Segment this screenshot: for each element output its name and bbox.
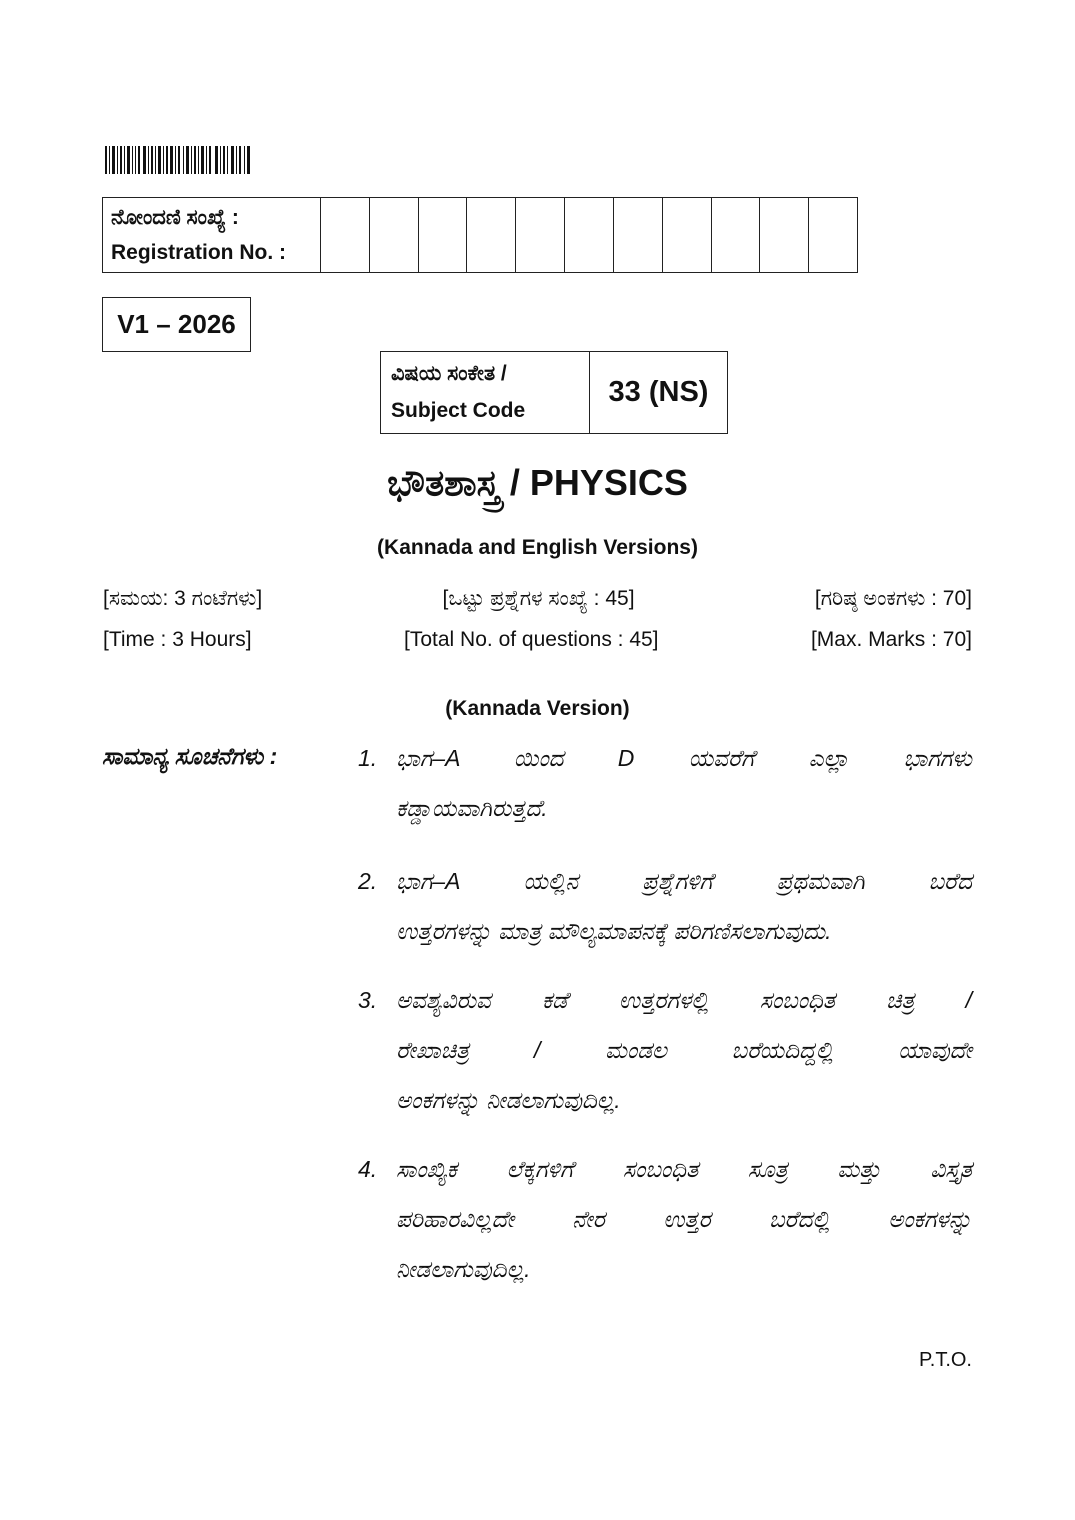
instruction-line <box>358 1144 972 1194</box>
registration-digit-cell[interactable] <box>614 198 663 272</box>
marks-english: [Max. Marks : 70] <box>810 628 972 651</box>
instruction-item <box>358 975 972 1125</box>
exam-info-row-english <box>103 628 972 652</box>
instruction-text: ಭಾಗ–A ಯಿಂದ D ಯವರೆಗೆ ಎಲ್ಲಾ ಭಾಗಗಳು <box>396 744 972 771</box>
subject-code-labels <box>381 352 590 433</box>
instruction-line <box>358 1244 972 1294</box>
instruction-item <box>358 856 972 956</box>
questions-kannada: [ಒಟ್ಟು ಪ್ರಶ್ನೆಗಳ ಸಂಖ್ಯೆ : 45] <box>442 587 635 610</box>
registration-digit-cell[interactable] <box>419 198 468 272</box>
instruction-text: ಉತ್ತರಗಳನ್ನು ಮಾತ್ರ ಮೌಲ್ಯಮಾಪನಕ್ಕೆ ಪರಿಗಣಿಸಲಾಗುವುದು. <box>396 917 832 944</box>
instruction-number: 4. <box>358 1155 378 1182</box>
instruction-number: 3. <box>358 986 378 1013</box>
time-english: [Time : 3 Hours] <box>103 628 252 651</box>
instruction-text: ಭಾಗ–A ಯಲ್ಲಿನ ಪ್ರಶ್ನೆಗಳಿಗೆ ಪ್ರಥಮವಾಗಿ ಬರೆದ <box>396 867 972 894</box>
instruction-text: ನೀಡಲಾಗುವುದಿಲ್ಲ. <box>396 1255 531 1282</box>
registration-digit-cell[interactable] <box>809 198 857 272</box>
instruction-item <box>358 1144 972 1294</box>
registration-digit-cell[interactable] <box>712 198 761 272</box>
instruction-line <box>358 783 972 833</box>
instruction-text: ಸಾಂಖ್ಯಿಕ ಲೆಕ್ಕಗಳಿಗೆ ಸಂಬಂಧಿತ ಸೂತ್ರ ಮತ್ತು ವಿಸ್ತೃತ <box>396 1155 972 1182</box>
instruction-line <box>358 1194 972 1244</box>
subject-code-box <box>380 351 728 434</box>
registration-label-english: Registration No. : <box>111 240 287 264</box>
pto-note: P.T.O. <box>919 1349 972 1371</box>
instruction-text: ಅಂಕಗಳನ್ನು ನೀಡಲಾಗುವುದಿಲ್ಲ. <box>396 1086 621 1113</box>
instruction-text: ಪರಿಹಾರವಿಲ್ಲದೇ ನೇರ ಉತ್ತರ ಬರೆದಲ್ಲಿ ಅಂಕಗಳನ್ನು <box>396 1205 972 1232</box>
registration-digit-cells <box>321 198 857 272</box>
instruction-number: 1. <box>358 744 378 771</box>
registration-digit-cell[interactable] <box>370 198 419 272</box>
registration-digit-cell[interactable] <box>663 198 712 272</box>
registration-digit-cell[interactable] <box>516 198 565 272</box>
version-code: V1 – 2026 <box>117 309 236 339</box>
version-code-box <box>102 297 251 352</box>
instruction-line <box>358 856 972 906</box>
versions-note: (Kannada and English Versions) <box>377 536 698 559</box>
registration-box <box>102 197 858 273</box>
instruction-line <box>358 1025 972 1075</box>
instruction-text: ಕಡ್ಡಾಯವಾಗಿರುತ್ತದೆ. <box>396 794 548 821</box>
instruction-text: ಅವಶ್ಯವಿರುವ ಕಡೆ ಉತ್ತರಗಳಲ್ಲಿ ಸಂಬಂಧಿತ ಚಿತ್ರ / <box>396 986 972 1013</box>
exam-info-row-kannada <box>103 587 972 611</box>
questions-english: [Total No. of questions : 45] <box>404 628 659 651</box>
registration-digit-cell[interactable] <box>321 198 370 272</box>
subject-code-label-kannada: ವಿಷಯ ಸಂಕೇತ / <box>391 362 507 386</box>
subject-code-value: 33 (NS) <box>608 376 709 408</box>
instructions-heading: ಸಾಮಾನ್ಯ ಸೂಚನೆಗಳು : <box>102 743 278 769</box>
instruction-item <box>358 733 972 833</box>
paper-title: ಭೌತಶಾಸ್ತ್ರ / PHYSICS <box>387 462 688 503</box>
instruction-line <box>358 733 972 783</box>
registration-digit-cell[interactable] <box>467 198 516 272</box>
instruction-number: 2. <box>358 867 378 894</box>
marks-kannada: [ಗರಿಷ್ಠ ಅಂಕಗಳು : 70] <box>814 587 972 610</box>
time-kannada: [ಸಮಯ: 3 ಗಂಟೆಗಳು] <box>103 587 263 610</box>
instruction-line <box>358 975 972 1025</box>
barcode <box>105 146 250 174</box>
instruction-line <box>358 1075 972 1125</box>
registration-labels <box>103 198 321 272</box>
instruction-line <box>358 906 972 956</box>
instruction-text: ರೇಖಾಚಿತ್ರ / ಮಂಡಲ ಬರೆಯದಿದ್ದಲ್ಲಿ ಯಾವುದೇ <box>396 1036 972 1063</box>
registration-label-kannada: ನೋಂದಣಿ ಸಂಖ್ಯೆ : <box>111 205 239 229</box>
subject-code-label-english: Subject Code <box>391 398 526 422</box>
kannada-version-heading: (Kannada Version) <box>445 697 630 720</box>
registration-digit-cell[interactable] <box>565 198 614 272</box>
registration-digit-cell[interactable] <box>760 198 809 272</box>
